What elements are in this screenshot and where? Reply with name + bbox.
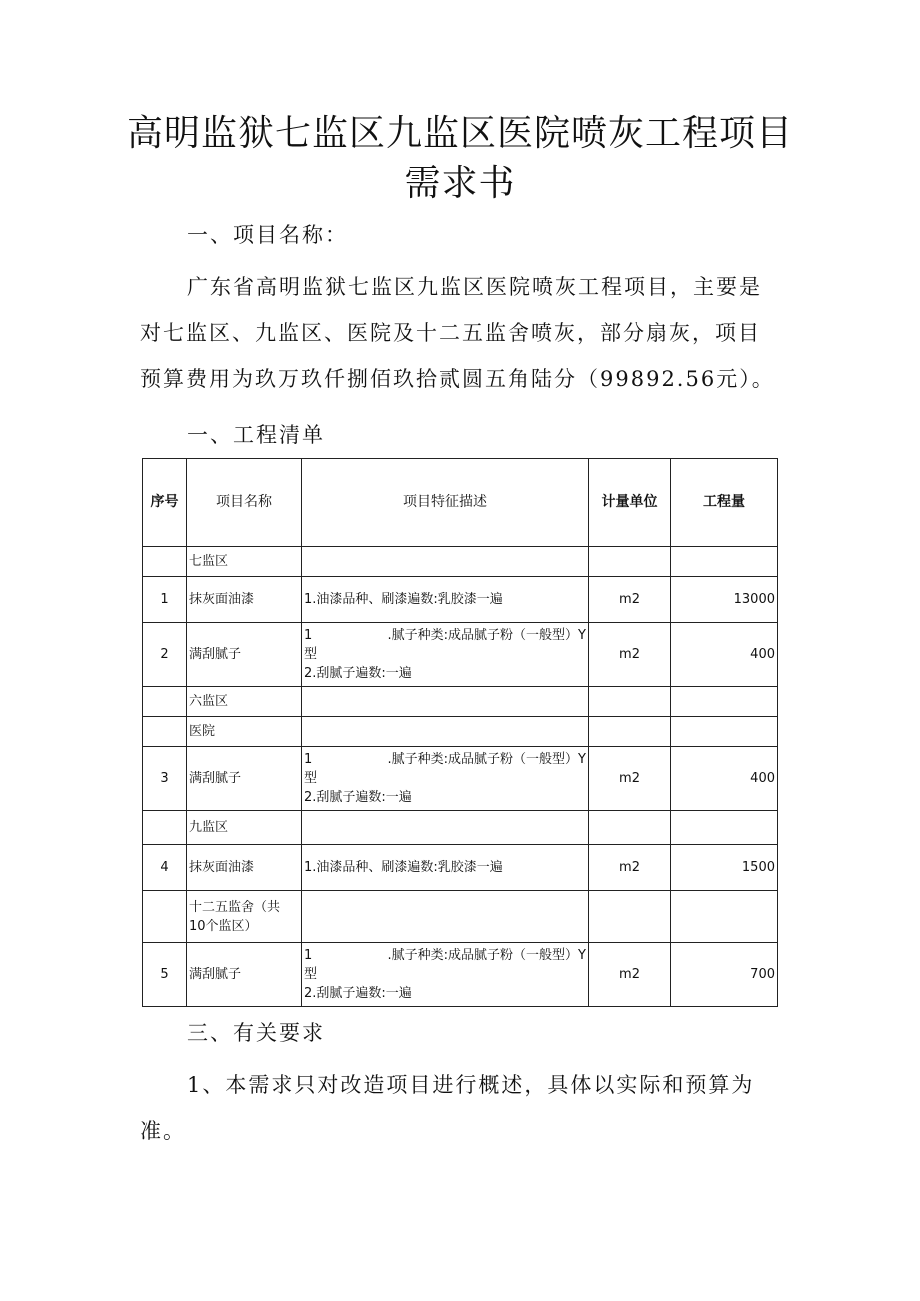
row-desc: 1.油漆品种、刷漆遍数:乳胶漆一遍 [302,845,589,891]
table-row [143,891,778,943]
table-row [143,811,778,845]
desc-line-c: 2.刮腻子遍数:一遍 [304,790,412,805]
desc-num: 1 [304,628,313,643]
header-no: 序号 [143,459,187,547]
row-no: 4 [143,845,187,891]
row-unit: m2 [589,943,671,1007]
row-qty: 13000 [671,577,778,623]
row-desc [302,943,589,1007]
section3-heading: 三、有关要求 [187,1021,325,1045]
row-name: 抹灰面油漆 [187,845,302,891]
group-label: 六监区 [187,687,302,717]
row-name: 抹灰面油漆 [187,577,302,623]
document-title-line2: 需求书 [404,163,516,204]
section3-body: 1、本需求只对改造项目进行概述，具体以实际和预算为准。 [140,1073,755,1143]
section1-body: 广东省高明监狱七监区九监区医院喷灰工程项目，主要是对七监区、九监区、医院及十二五监舍喷灰，部分扇灰，项目预算费用为玖万玖仟捌佰玖拾贰圆五角陆分（99892.56元）。 [140,275,775,391]
row-no: 2 [143,623,187,687]
desc-line-a: .腻子种类:成品腻子粉（一般型）Y [387,948,586,963]
group-label: 七监区 [187,547,302,577]
header-desc: 项目特征描述 [302,459,589,547]
row-desc [302,747,589,811]
row-unit: m2 [589,577,671,623]
desc-line-c: 2.刮腻子遍数:一遍 [304,666,412,681]
desc-line-c: 2.刮腻子遍数:一遍 [304,986,412,1001]
group-label: 九监区 [187,811,302,845]
table-row [143,687,778,717]
table-header-row [143,459,778,547]
row-name: 满刮腻子 [187,747,302,811]
row-unit: m2 [589,623,671,687]
row-qty: 700 [671,943,778,1007]
section1-heading: 一、项目名称： [187,223,348,247]
table-row [143,547,778,577]
table-row [143,943,778,1007]
table-row [143,577,778,623]
engineering-list-table [142,458,778,1007]
desc-line-b: 型 [304,967,318,982]
desc-line-b: 型 [304,771,318,786]
row-qty: 400 [671,747,778,811]
group-label [187,891,302,943]
table-row [143,845,778,891]
row-qty: 1500 [671,845,778,891]
table-row [143,717,778,747]
desc-num: 1 [304,752,313,767]
header-qty: 工程量 [671,459,778,547]
group-label: 医院 [187,717,302,747]
row-no: 3 [143,747,187,811]
document-title: 高明监狱七监区九监区医院喷灰工程项目 [126,113,793,154]
header-unit: 计量单位 [589,459,671,547]
group-label-line2: 10个监区） [189,918,258,934]
row-no: 1 [143,577,187,623]
section2-heading: 一、工程清单 [187,423,325,447]
desc-num: 1 [304,948,313,963]
group-label-line1: 十二五监舍（共 [189,899,281,915]
row-no: 5 [143,943,187,1007]
row-name: 满刮腻子 [187,623,302,687]
header-name: 项目名称 [187,459,302,547]
row-name: 满刮腻子 [187,943,302,1007]
row-unit: m2 [589,747,671,811]
row-desc: 1.油漆品种、刷漆遍数:乳胶漆一遍 [302,577,589,623]
row-unit: m2 [589,845,671,891]
desc-line-a: .腻子种类:成品腻子粉（一般型）Y [387,628,586,643]
row-qty: 400 [671,623,778,687]
table-row [143,623,778,687]
row-desc [302,623,589,687]
table-row [143,747,778,811]
desc-line-b: 型 [304,647,318,662]
desc-line-a: .腻子种类:成品腻子粉（一般型）Y [387,752,586,767]
